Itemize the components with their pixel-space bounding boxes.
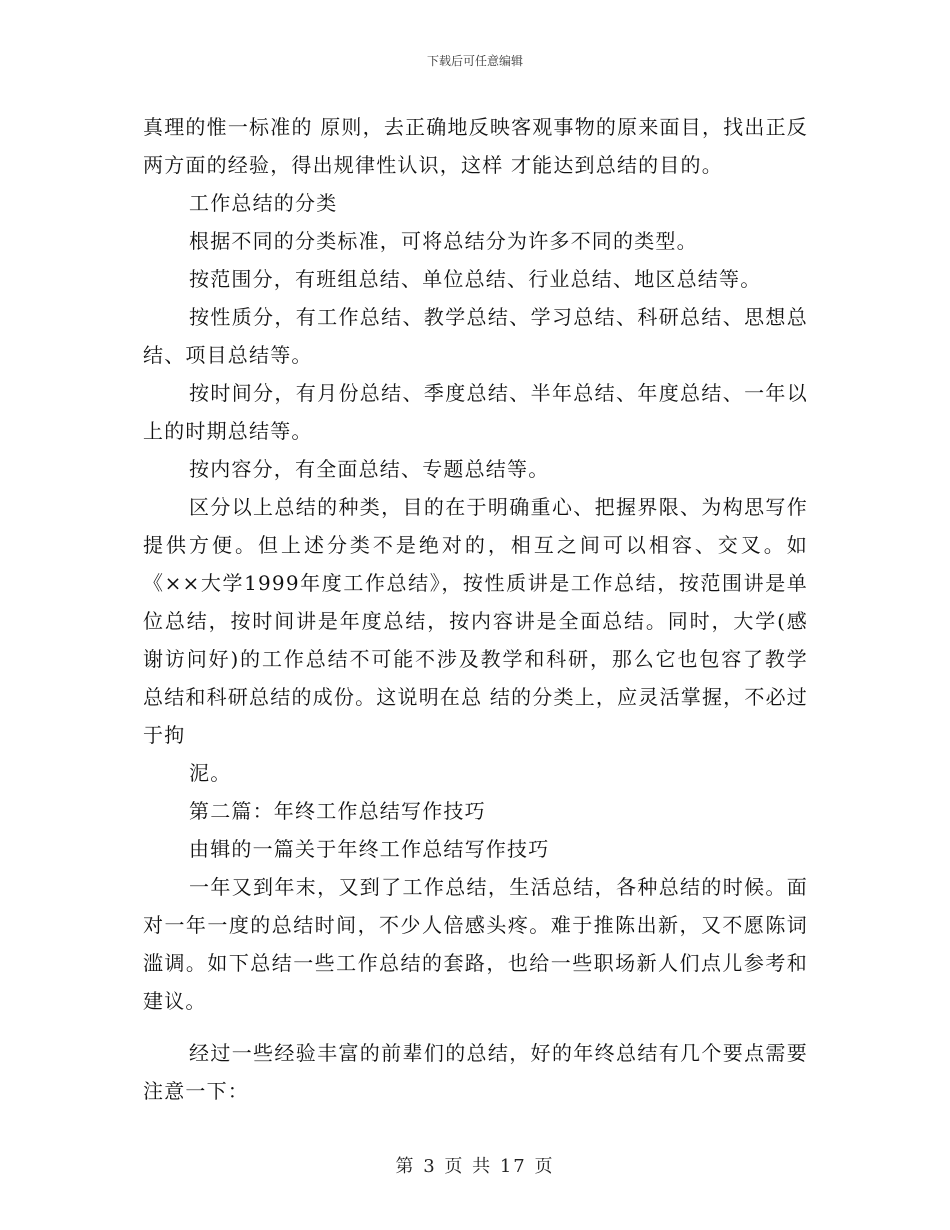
paragraph-continuation: 真理的惟一标准的 原则，去正确地反映客观事物的原来面目，找出正反两方面的经验，得出规律性认识，这样 才能达到总结的目的。 <box>143 115 808 177</box>
paragraph: 一年又到年末，又到了工作总结，生活总结，各种总结的时候。面对一年一度的总结时间，不少人倍感头疼。难于推陈出新，又不愿陈词滥调。如下总结一些工作总结的套路，也给一些职场新人们点儿参考和建议。 <box>143 875 808 1013</box>
page-header-note: 下载后可任意编辑 <box>426 54 523 68</box>
paragraph: 按范围分，有班组总结、单位总结、行业总结、地区总结等。 <box>189 267 762 291</box>
section-heading-classification: 工作总结的分类 <box>189 191 338 215</box>
paragraph: 按内容分，有全面总结、专题总结等。 <box>189 457 550 481</box>
paragraph: 泥。 <box>189 761 232 785</box>
paragraph: 按性质分，有工作总结、教学总结、学习总结、科研总结、思想总结、项目总结等。 <box>143 305 808 367</box>
page-number-footer: 第 3 页 共 17 页 <box>395 1156 555 1177</box>
paragraph-subtitle: 由辑的一篇关于年终工作总结写作技巧 <box>189 837 550 861</box>
section-heading-part-two: 第二篇：年终工作总结写作技巧 <box>189 799 486 823</box>
paragraph: 按时间分，有月份总结、季度总结、半年总结、年度总结、一年以上的时期总结等。 <box>143 381 808 443</box>
paragraph: 根据不同的分类标准，可将总结分为许多不同的类型。 <box>189 229 698 253</box>
paragraph: 区分以上总结的种类，目的在于明确重心、把握界限、为构思写作提供方便。但上述分类不是绝对的，相互之间可以相容、交叉。如《××大学1999年度工作总结》，按性质讲是工作总结，按范围讲是单位总结，按时间讲是年度总结，按内容讲是全面总结。同时，大学(感谢访问好)的工作总结不可能不涉及教学和科研，那么它也包容了教学总结和科研总结的成份。这说明在总 结的分类上，应灵活掌握，不必过于拘 <box>143 495 808 747</box>
document-body <box>143 108 808 1110</box>
paragraph: 经过一些经验丰富的前辈们的总结，好的年终总结有几个要点需要注意一下： <box>143 1041 808 1103</box>
